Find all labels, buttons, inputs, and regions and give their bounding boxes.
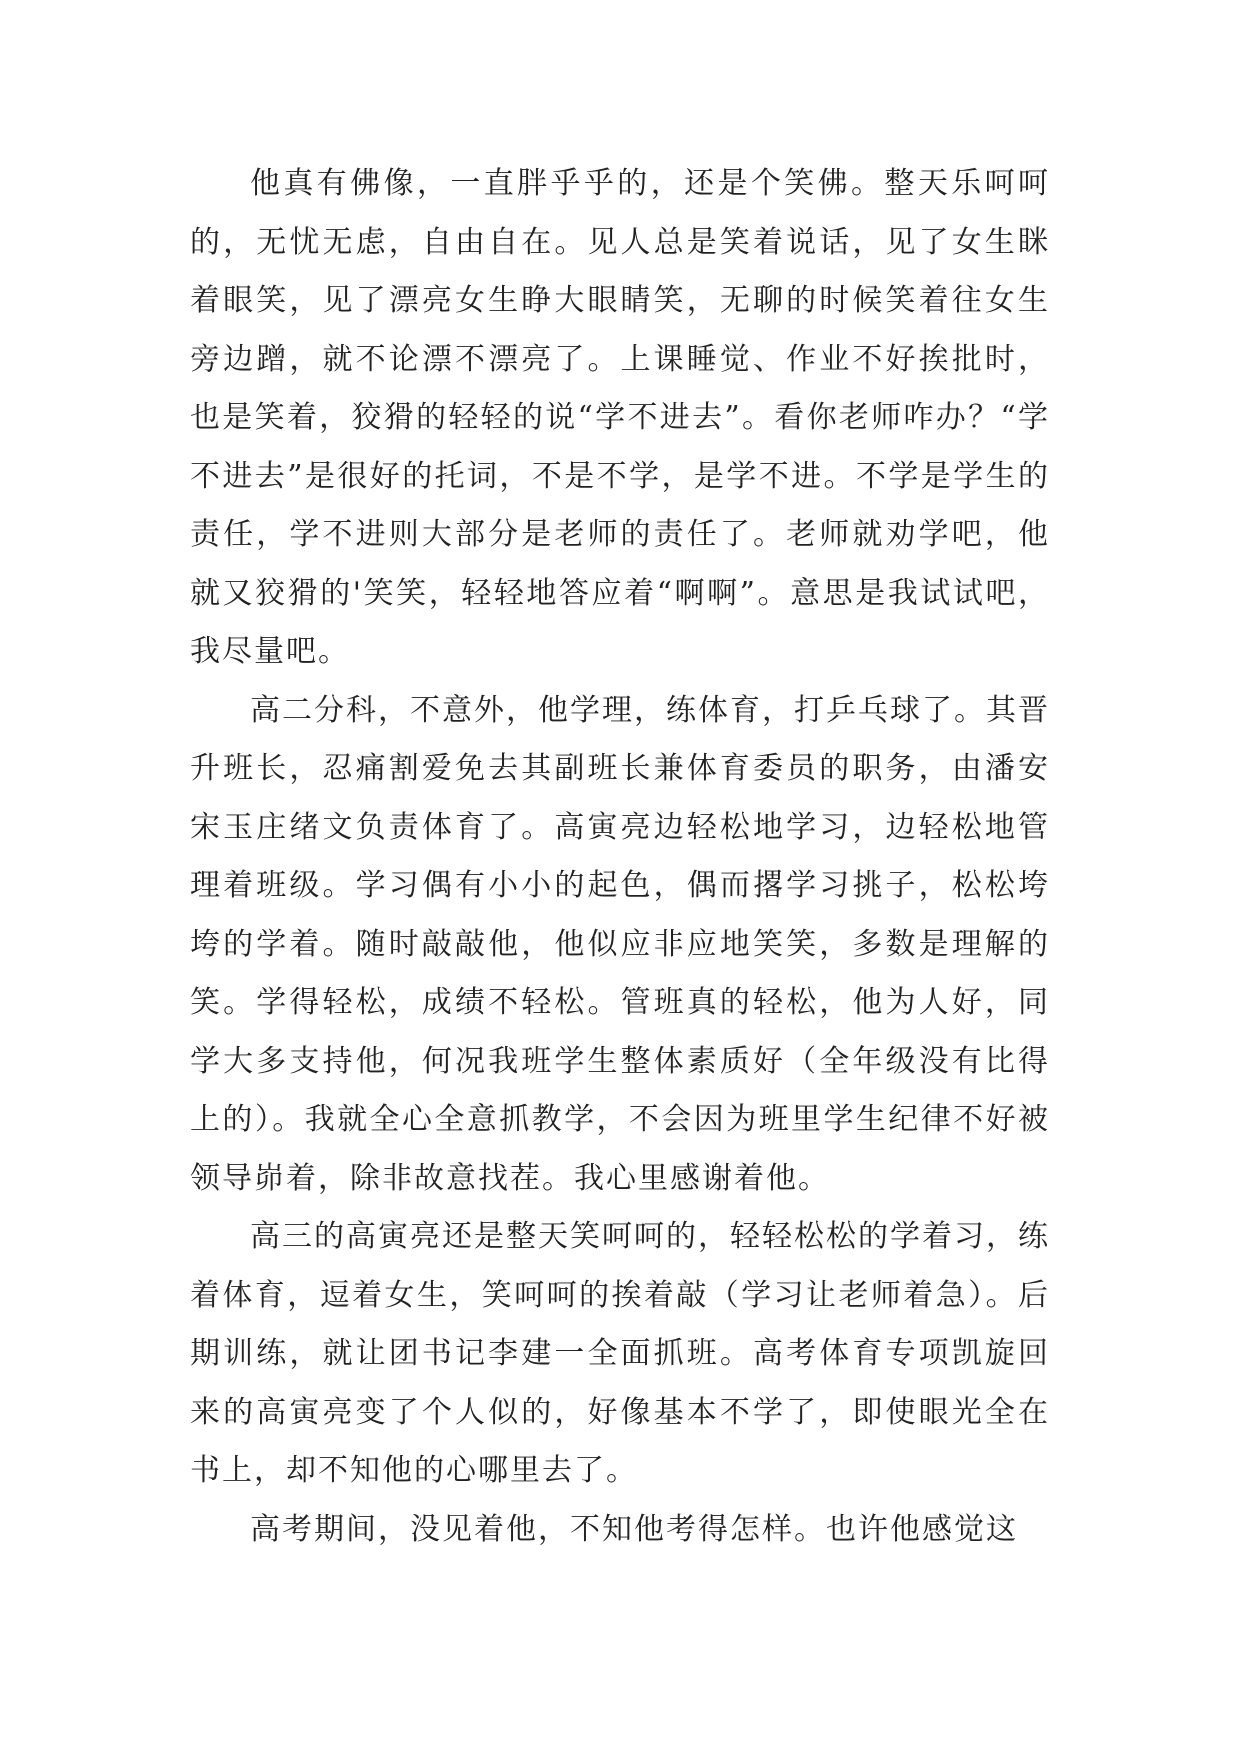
paragraph-2: 高二分科，不意外，他学理，练体育，打乒乓球了。其晋升班长，忍痛割爱免去其副班长兼体育委员的职务，由潘安宋玉庄绪文负责体育了。高寅亮边轻松地学习，边轻松地管理着班级。学习偶有小小的起色，偶而撂学习挑子，松松垮垮的学着。随时敲敲他，他似应非应地笑笑，多数是理解的笑。学得轻松，成绩不轻松。管班真的轻松，他为人好，同学大多支持他，何况我班学生整体素质好（全年级没有比得上的）。我就全心全意抓教学，不会因为班里学生纪律不好被领导峁着，除非故意找茬。我心里感谢着他。 — [190, 692, 1050, 1196]
paragraph-3: 高三的高寅亮还是整天笑呵呵的，轻轻松松的学着习，练着体育，逗着女生，笑呵呵的挨着敲（学习让老师着急）。后期训练，就让团书记李建一全面抓班。高考体育专项凯旋回来的高寅亮变了个人似的，好像基本不学了，即使眼光全在书上，却不知他的心哪里去了。 — [190, 1219, 1050, 1488]
paragraph-1: 他真有佛像，一直胖乎乎的，还是个笑佛。整天乐呵呵的，无忧无虑，自由自在。见人总是笑着说话，见了女生眯着眼笑，见了漂亮女生睁大眼睛笑，无聊的时候笑着往女生旁边蹭，就不论漂不漂亮了。上课睡觉、作业不好挨批时，也是笑着，狡猾的轻轻的说“学不进去”。看你老师咋办？“学不进去”是很好的托词，不是不学，是学不进。不学是学生的责任，学不进则大部分是老师的责任了。老师就劝学吧，他就又狡猾的'笑笑，轻轻地答应着“啊啊”。意思是我试试吧，我尽量吧。 — [190, 166, 1050, 669]
document-body — [190, 155, 1050, 1559]
paragraph-4: 高考期间，没见着他，不知他考得怎样。也许他感觉这 — [250, 1511, 1018, 1547]
